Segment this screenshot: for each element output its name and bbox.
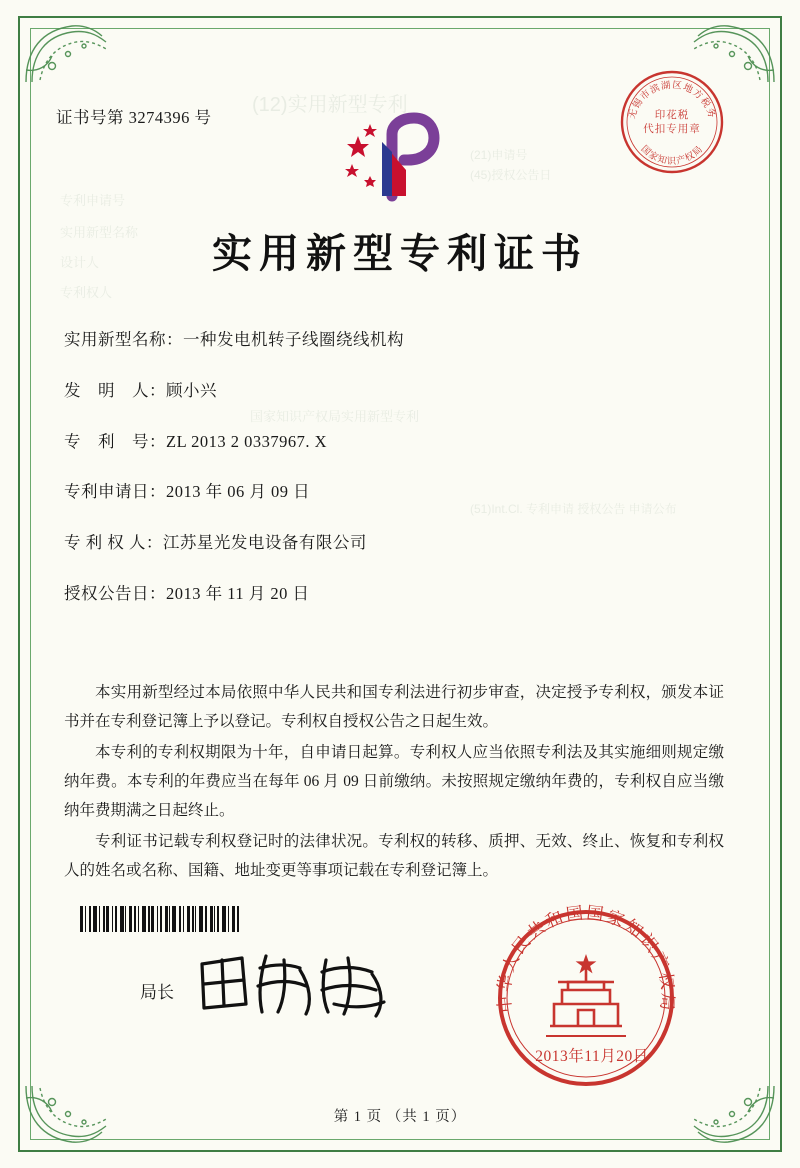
field-label: 发 明 人： bbox=[64, 380, 166, 400]
svg-text:印花税: 印花税 bbox=[654, 109, 690, 121]
field-label: 实用新型名称： bbox=[64, 330, 183, 349]
field-value: ZL 2013 2 0337967. X bbox=[166, 431, 328, 451]
ghost-header-text: (12)实用新型专利 bbox=[252, 94, 408, 116]
field-row bbox=[64, 482, 724, 502]
seal-date: 2013年11月20日 bbox=[535, 1048, 649, 1065]
patent-certificate-page: (12)实用新型专利 证书号第 3274396 号 无锡市滨湖区地方税务 国家知识产权局 印花税 代扣专用章 实用新型专利证书 专利申请号 实用新型名称 设计人 专利权人 国家知识产权局实用新型专利 (21)申请号 (45)授权公告日 (51)Int.Cl. 专利申请 授权公告 申请公布 实用新型名称：一种发电机转子线圈绕线机构 发 明 人：顾小兴 专 利 号：ZL 2013 2 0337967. X 专利申请日：2013 年 06 月 09 日 专 利 权 人：江苏星光发电设备有限公司 授权公告日：2013 年 11 月 20 日 本实用新型经过本局依照中华人民共和国专利法进行初步审查，决定授予专利权，颁发本证书并在专利登记簿上予以登记。专利权自授权公告之日起生效。 本专利的专利权期限为十年，自申请日起算。专利权人应当依照专利法及其实施细则规定缴纳年费。本专利的年费应当在每年 06 月 09 日前缴纳。未按照规定缴纳年费的，专利权自应当缴纳年费期满之日起终止。 专利证书记载专利权登记时的法律状况。专利权的转移、质押、无效、终止、恢复和专利权人的姓名或名称、国籍、地址变更等事项记载在专利登记簿上。 局长 中华人民共和国国家知识产权局 2013年11月20日 第 1 页 （共 1 页） bbox=[0, 0, 800, 1168]
field-label: 专利申请日： bbox=[64, 482, 166, 502]
certificate-body bbox=[64, 678, 724, 887]
field-row bbox=[64, 381, 724, 401]
field-row bbox=[64, 432, 724, 452]
svg-text:国家知识产权局: 国家知识产权局 bbox=[639, 143, 705, 166]
svg-text:中华人民共和国国家知识产权局: 中华人民共和国国家知识产权局 bbox=[494, 904, 678, 1014]
field-row bbox=[64, 330, 724, 350]
tax-stamp-seal bbox=[618, 68, 726, 176]
body-paragraph: 本实用新型经过本局依照中华人民共和国专利法进行初步审查，决定授予专利权，颁发本证书并在专利登记簿上予以登记。专利权自授权公告之日起生效。 bbox=[64, 684, 724, 730]
signature-label: 局长 bbox=[140, 983, 174, 1002]
page-footer: 第 1 页 （共 1 页） bbox=[333, 1109, 467, 1125]
corner-ornament-icon bbox=[22, 20, 114, 86]
body-paragraph: 本专利的专利权期限为十年，自申请日起算。专利权人应当依照专利法及其实施细则规定缴纳年费。本专利的年费应当在每年 06 月 09 日前缴纳。未按照规定缴纳年费的，专利权自应当缴纳年费期满之日起终止。 bbox=[64, 744, 724, 819]
field-label: 专 利 权 人： bbox=[64, 533, 163, 553]
certificate-fields bbox=[64, 330, 724, 635]
field-value: 2013 年 11 月 20 日 bbox=[166, 583, 310, 603]
director-signature bbox=[188, 946, 408, 1020]
svg-text:代扣专用章: 代扣专用章 bbox=[643, 123, 701, 135]
field-value: 2013 年 06 月 09 日 bbox=[166, 482, 311, 502]
field-label: 授权公告日： bbox=[64, 583, 166, 603]
body-paragraph: 专利证书记载专利权登记时的法律状况。专利权的转移、质押、无效、终止、恢复和专利权人的姓名或名称、国籍、地址变更等事项记载在专利登记簿上。 bbox=[64, 833, 724, 879]
field-value: 顾小兴 bbox=[166, 380, 217, 400]
field-row bbox=[64, 584, 724, 604]
barcode bbox=[80, 906, 380, 932]
field-label: 专 利 号： bbox=[64, 431, 166, 451]
field-value: 江苏星光发电设备有限公司 bbox=[162, 533, 367, 553]
sipo-logo-icon bbox=[330, 108, 460, 206]
field-value: 一种发电机转子线圈绕线机构 bbox=[183, 330, 404, 349]
page-title: 实用新型专利证书 bbox=[212, 231, 588, 276]
certificate-number: 证书号第 3274396 号 bbox=[56, 108, 212, 127]
svg-text:无锡市滨湖区地方税务: 无锡市滨湖区地方税务 bbox=[625, 78, 719, 120]
field-row bbox=[64, 533, 724, 553]
